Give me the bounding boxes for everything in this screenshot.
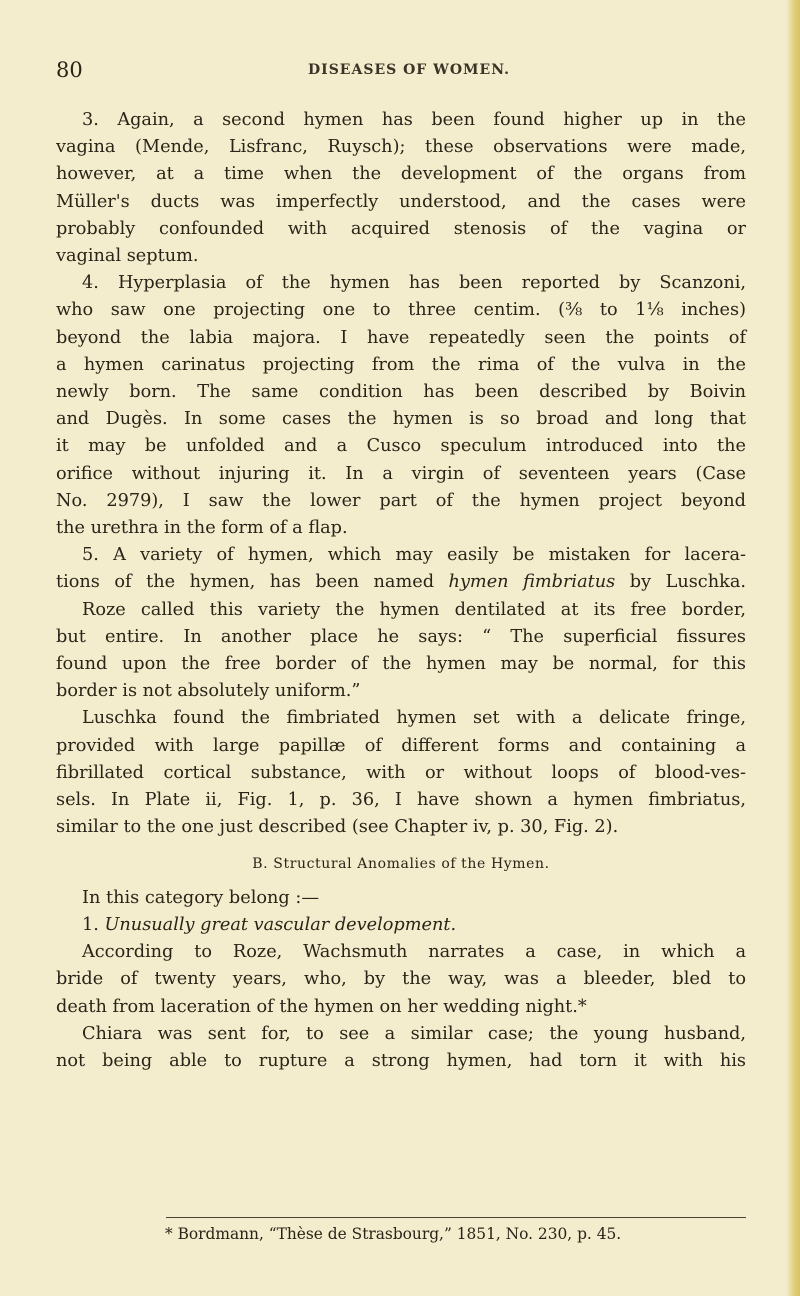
- text-line: but entire. In another place he says: “ The superficial fissures: [56, 626, 746, 647]
- text-line: border is not absolutely uniform.”: [56, 681, 361, 702]
- page-number: 80: [56, 58, 83, 82]
- text-segment: by Luschka.: [615, 572, 746, 593]
- text-line: it may be unfolded and a Cusco speculum introduced into the: [56, 436, 746, 457]
- footnote-rule: [166, 1217, 746, 1218]
- text-line: [56, 912, 746, 939]
- text-line: 3. Again, a second hymen has been found higher up in the: [82, 110, 746, 130]
- text-line: sels. In Plate ii, Fig. 1, p. 36, I have shown a hymen fimbriatus,: [56, 790, 746, 811]
- emphasis-heading: Unusually great vascular development.: [104, 914, 457, 935]
- text-line: the urethra in the form of a flap.: [56, 518, 348, 539]
- text-line: fibrillated cortical substance, with or without loops of blood-ves-: [56, 762, 746, 783]
- text-line: [56, 569, 746, 596]
- text-line: however, at a time when the development of the organs from: [56, 164, 746, 185]
- text-line: Roze called this variety the hymen dentilated at its free border,: [82, 599, 746, 620]
- text-line: vagina (Mende, Lisfranc, Ruysch); these observations were made,: [56, 137, 746, 158]
- text-line: a hymen carinatus projecting from the rima of the vulva in the: [56, 354, 746, 375]
- text-line: and Dugès. In some cases the hymen is so broad and long that: [56, 409, 746, 430]
- page-header: [56, 58, 746, 82]
- text-line: not being able to rupture a strong hymen, had torn it with his: [56, 1050, 746, 1071]
- text-line: provided with large papillæ of different forms and containing a: [56, 735, 746, 756]
- text-line: orifice without injuring it. In a virgin of seventeen years (Case: [56, 463, 746, 484]
- text-segment: 1.: [82, 914, 105, 935]
- text-line: 5. A variety of hymen, which may easily be mistaken for lacera-: [82, 545, 746, 566]
- text-line: probably confounded with acquired stenosis of the vagina or: [56, 218, 746, 239]
- text-line: Müller's ducts was imperfectly understood, and the cases were: [56, 191, 746, 212]
- section-heading: B. Structural Anomalies of the Hymen.: [252, 856, 550, 873]
- footnote: * Bordmann, “Thèse de Strasbourg,” 1851, No. 230, p. 45.: [165, 1225, 622, 1243]
- text-line: vaginal septum.: [56, 246, 199, 267]
- text-line: Luschka found the fimbriated hymen set with a delicate fringe,: [82, 708, 746, 729]
- text-line: According to Roze, Wachsmuth narrates a case, in which a: [82, 942, 746, 963]
- body-text: [56, 107, 746, 1075]
- text-line: In this category belong :—: [82, 887, 320, 908]
- text-segment: tions of the hymen, has been named: [56, 572, 449, 593]
- text-line: beyond the labia majora. I have repeatedly seen the points of: [56, 327, 746, 348]
- text-line: who saw one projecting one to three centim. (⅜ to 1⅛ inches): [56, 300, 746, 321]
- running-title: DISEASES OF WOMEN.: [308, 62, 510, 78]
- text-line: similar to the one just described (see Chapter iv, p. 30, Fig. 2).: [56, 817, 619, 838]
- page-edge: [786, 0, 800, 1296]
- text-line: newly born. The same condition has been described by Boivin: [56, 382, 746, 403]
- text-line: found upon the free border of the hymen may be normal, for this: [56, 654, 746, 675]
- text-line: 4. Hyperplasia of the hymen has been reported by Scanzoni,: [82, 273, 746, 294]
- text-line: death from laceration of the hymen on her wedding night.*: [56, 996, 587, 1017]
- text-line: No. 2979), I saw the lower part of the hymen project beyond: [56, 490, 746, 511]
- emphasis-term: hymen fimbriatus: [448, 572, 616, 593]
- text-line: Chiara was sent for, to see a similar case; the young husband,: [82, 1023, 746, 1044]
- text-line: bride of twenty years, who, by the way, was a bleeder, bled to: [56, 969, 746, 990]
